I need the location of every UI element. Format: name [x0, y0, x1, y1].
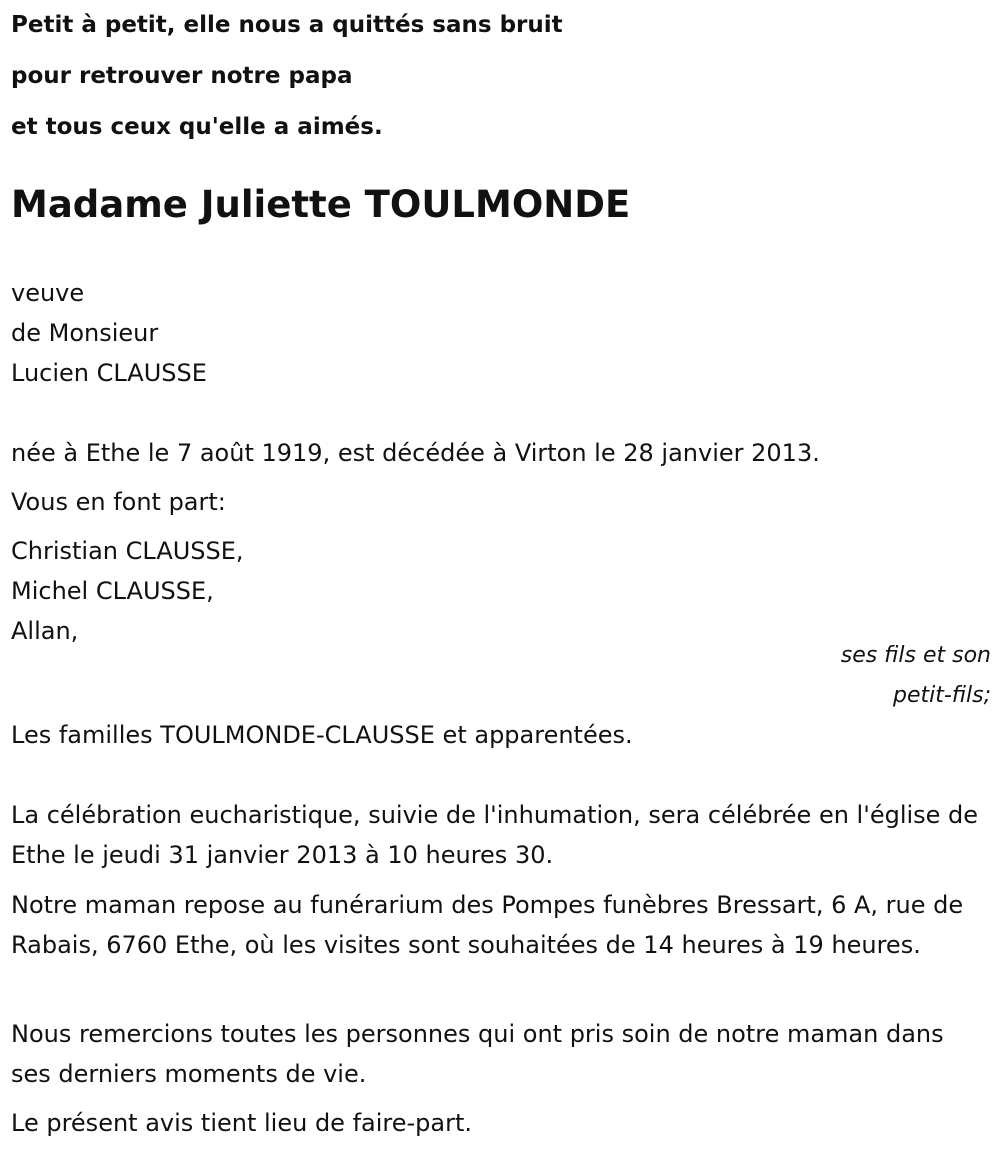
relation-line: ses fils et son [840, 643, 991, 668]
thanks-paragraph: Nous remercions toutes les personnes qui ont pris soin de notre maman dans ses derniers moments de vie. [11, 1020, 944, 1088]
list-item: Allan, [11, 617, 79, 645]
funeral-home-paragraph: Notre maman repose au funérarium des Pompes funèbres Bressart, 6 A, rue de Rabais, 6760 Ethe, où les visites sont souhaitées de 14 heures à 19 heures. [11, 891, 964, 959]
families-line: Les familles TOULMONDE-CLAUSSE et apparentées. [11, 721, 633, 749]
epitaph [11, 0, 563, 153]
ceremony-paragraph: La célébration eucharistique, suivie de l'inhumation, sera célébrée en l'église de Ethe le jeudi 31 janvier 2013 à 10 heures 30. [11, 801, 979, 869]
epitaph-line: et tous ceux qu'elle a aimés. [11, 114, 383, 140]
spouse-line: veuve [11, 279, 85, 307]
birth-death-line: née à Ethe le 7 août 1919, est décédée à Virton le 28 janvier 2013. [11, 439, 820, 467]
list-item: Christian CLAUSSE, [11, 537, 244, 565]
spouse-line: Lucien CLAUSSE [11, 359, 207, 387]
relation-line: petit-fils; [892, 683, 991, 708]
epitaph-line: Petit à petit, elle nous a quittés sans bruit [11, 12, 563, 38]
relation-caption [841, 636, 991, 716]
deceased-name: Madame Juliette TOULMONDE [11, 183, 631, 226]
epitaph-line: pour retrouver notre papa [11, 63, 353, 89]
children-list [11, 531, 244, 651]
spouse-block [11, 273, 207, 393]
notice-line: Le présent avis tient lieu de faire-part. [11, 1109, 473, 1137]
list-item: Michel CLAUSSE, [11, 577, 214, 605]
announcement-intro: Vous en font part: [11, 488, 226, 516]
spouse-line: de Monsieur [11, 319, 159, 347]
